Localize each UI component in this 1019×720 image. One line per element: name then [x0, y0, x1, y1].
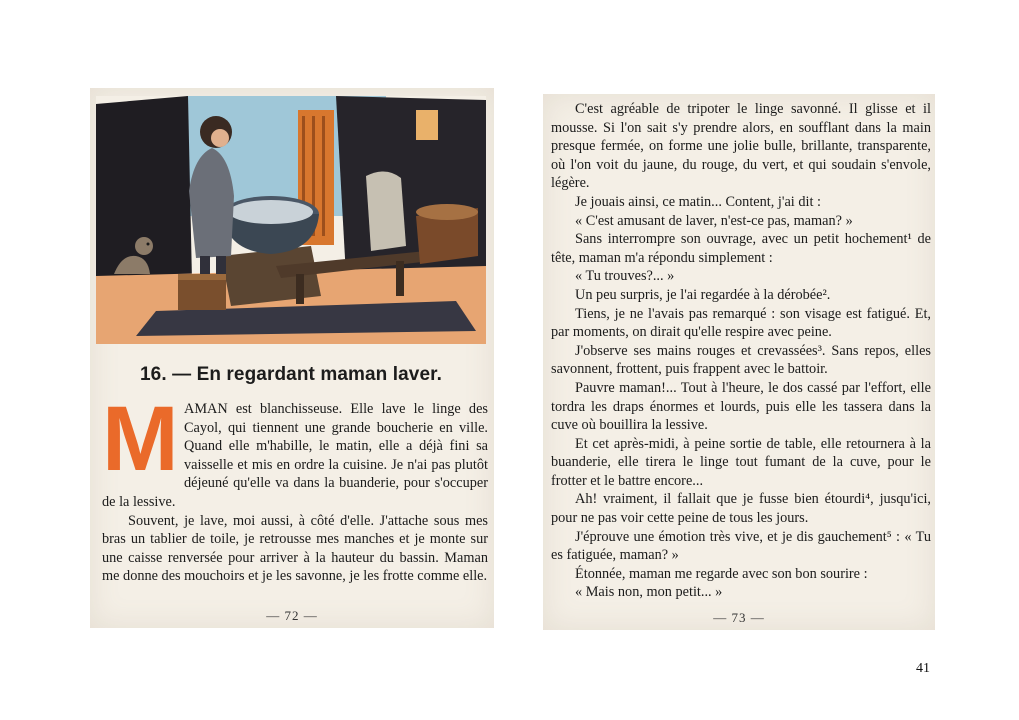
paragraph: J'éprouve une émotion très vive, et je dis gauchement⁵ : « Tu es fatiguée, maman? » [551, 528, 931, 564]
paragraph: Sans interrompre son ouvrage, avec un petit hochement¹ de tête, maman m'a répondu simplement : [551, 231, 931, 266]
paragraph: Je jouais ainsi, ce matin... Content, j'ai dit : [575, 193, 821, 210]
paragraph: J'observe ses mains rouges et crevassées³. Sans repos, elles savonnent, frottent, puis frappent avec le battoir. [551, 342, 931, 378]
paragraph: Pauvre maman!... Tout à l'heure, le dos cassé par l'effort, elle tordra les draps énormes et lourds, puis elle les tassera dans la cuve où bouillira la lessive. [551, 379, 931, 434]
paragraph-text: AMAN est blanchisseuse. Elle lave le linge des Cayol, qui tiennent une grande boucherie en ville. Quand elle m'habille, le matin, elle a déjà fini sa vaisselle et mis en ordre la cuisine. Je n'ai pas plutôt déjeuné qu'elle va dans la buanderie, pour s'occuper de la lessive. [102, 401, 488, 510]
paragraph: Tiens, je ne l'avais pas remarqué : son visage est fatigué. Et, par moments, on dirait qu'elle respire avec peine. [551, 305, 931, 341]
laundry-illustration [96, 96, 486, 344]
page-number: — 73 — [713, 610, 765, 625]
paragraph: « Mais non, mon petit... » [575, 584, 723, 601]
chapter-title: 16. — En regardant maman laver. [140, 364, 442, 385]
document-page-number: 41 [916, 661, 930, 676]
paragraph [102, 388, 488, 512]
paragraph: Et cet après-midi, à peine sortie de table, elle retournera à la buanderie, elle tirera le linge tout fumant de la cuve, pour le frotter et le battre encore... [551, 435, 931, 489]
left-page-text [102, 388, 488, 586]
paragraph: Étonnée, maman me regarde avec son bon sourire : [575, 565, 868, 582]
paragraph: Souvent, je lave, moi aussi, à côté d'elle. J'attache sous mes bras un tablier de toile, je retrousse mes manches et je monte sur une caisse renversée pour arriver à la hauteur du bassin. Maman me donne des mouchoirs et je les savonne, je les frotte comme elle. [102, 512, 488, 585]
drop-cap: M [102, 388, 179, 490]
right-page-text [551, 100, 931, 602]
paragraph: C'est agréable de tripoter le linge savonné. Il glisse et il mousse. Si l'on sait s'y prendre alors, en soufflant dans la main presque fermée, on forme une jolie bulle, brillante, transparente, où l'on voit du jaune, du rouge, du vert, et qui soudain s'envole, légère. [551, 101, 931, 192]
paragraph: « C'est amusant de laver, n'est-ce pas, maman? » [575, 212, 853, 229]
right-book-page [543, 94, 935, 630]
left-book-page [90, 88, 494, 628]
paragraph: Ah! vraiment, il fallait que je fusse bien étourdi⁴, jusqu'ici, pour ne pas voir cette peine de tous les jours. [551, 491, 931, 527]
paragraph: Un peu surpris, je l'ai regardée à la dérobée². [575, 286, 831, 303]
page-number: — 72 — [266, 608, 318, 623]
paragraph: « Tu trouves?... » [575, 268, 675, 285]
